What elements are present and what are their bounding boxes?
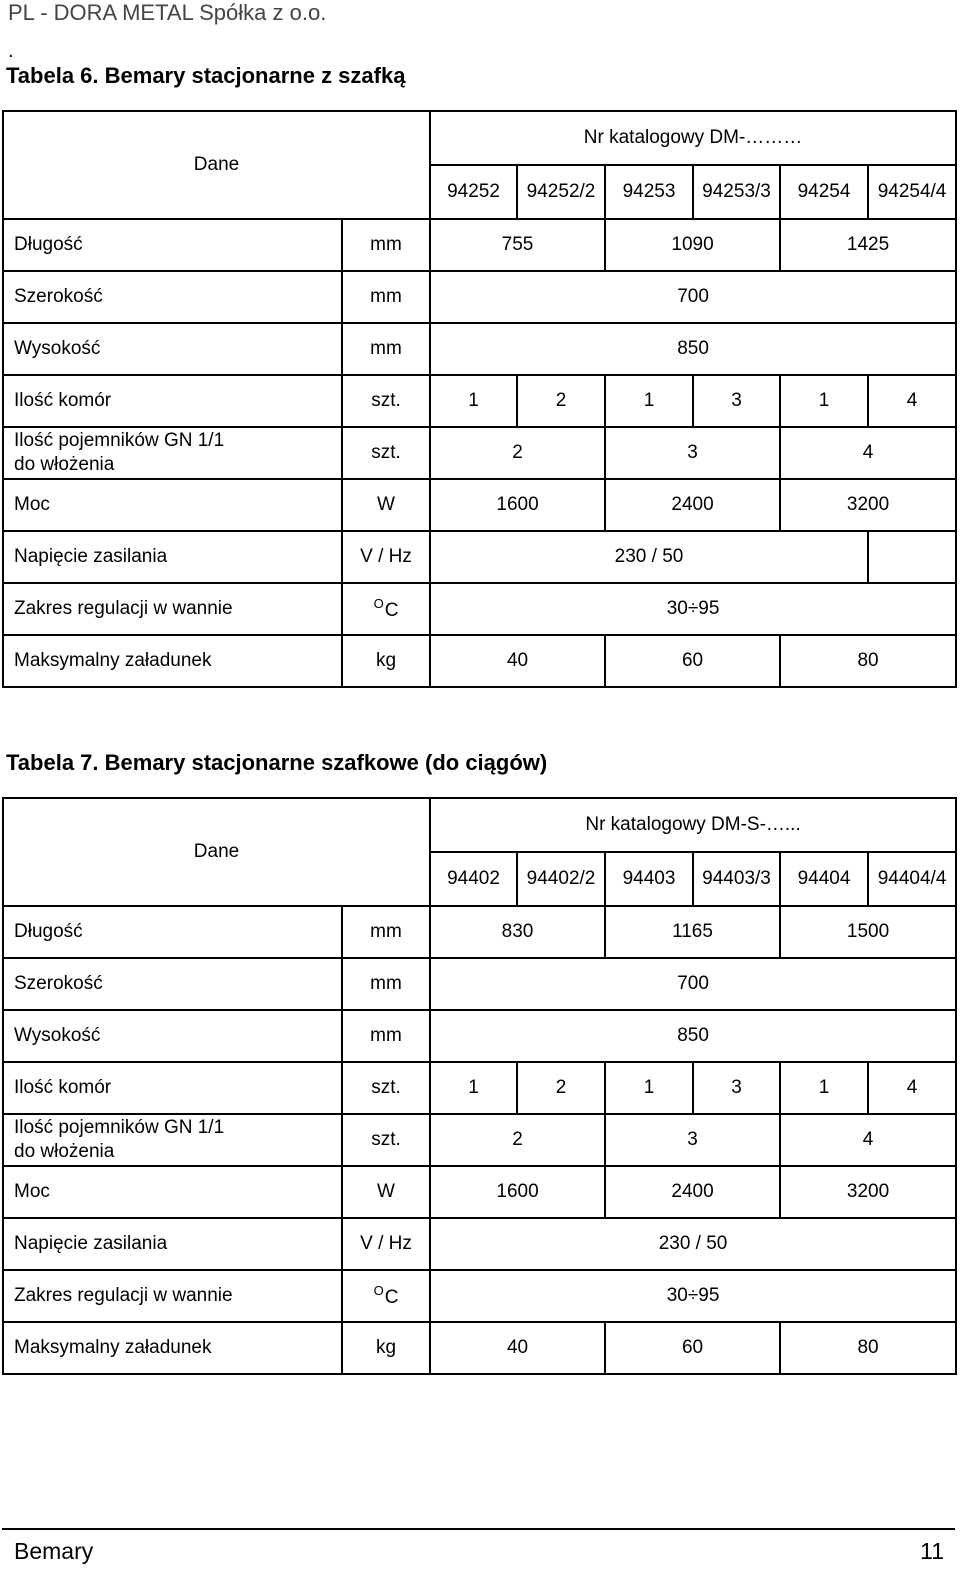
row-unit: V / Hz <box>342 531 430 583</box>
table6 <box>2 110 957 688</box>
cell-value: 3200 <box>780 1166 956 1218</box>
table-row <box>3 531 956 583</box>
table-row <box>3 323 956 375</box>
row-unit: mm <box>342 219 430 271</box>
catalog-code: 94404 <box>780 852 868 906</box>
table7 <box>2 797 957 1375</box>
cell-value: 1090 <box>605 219 780 271</box>
cell-value: 3 <box>693 375 780 427</box>
row-unit <box>342 583 430 635</box>
row-label <box>3 1114 342 1166</box>
row-unit: W <box>342 1166 430 1218</box>
row-label-line1: Ilość pojemników GN 1/1 <box>14 430 225 451</box>
table-row <box>3 1010 956 1062</box>
catalog-code: 94252/2 <box>517 165 605 219</box>
table-row <box>3 375 956 427</box>
row-label-line2: do włożenia <box>14 1141 115 1162</box>
cell-value: 40 <box>430 635 605 687</box>
catalog-code: 94404/4 <box>868 852 956 906</box>
cell-value: 1500 <box>780 906 956 958</box>
table-row <box>3 1218 956 1270</box>
row-unit: szt. <box>342 1062 430 1114</box>
unit-text: C <box>384 600 399 621</box>
table7-title: Tabela 7. Bemary stacjonarne szafkowe (do ciągów) <box>6 750 548 775</box>
row-unit: mm <box>342 958 430 1010</box>
table-row <box>3 479 956 531</box>
table-row <box>3 583 956 635</box>
table6-title: Tabela 6. Bemary stacjonarne z szafką <box>6 63 406 88</box>
catalog-header: Nr katalogowy DM-……… <box>430 111 956 165</box>
catalog-code: 94402/2 <box>517 852 605 906</box>
table-row <box>3 1062 956 1114</box>
row-unit: szt. <box>342 375 430 427</box>
cell-value: 700 <box>430 958 956 1010</box>
row-label-line2: do włożenia <box>14 454 115 475</box>
cell-value: 230 / 50 <box>430 531 868 583</box>
row-unit <box>342 1270 430 1322</box>
row-label: Ilość komór <box>3 1062 342 1114</box>
row-label: Maksymalny załadunek <box>3 635 342 687</box>
row-label: Długość <box>3 219 342 271</box>
row-label: Napięcie zasilania <box>3 531 342 583</box>
cell-value: 4 <box>868 375 956 427</box>
cell-value: 1600 <box>430 479 605 531</box>
row-unit: W <box>342 479 430 531</box>
row-unit: mm <box>342 323 430 375</box>
cell-value: 850 <box>430 323 956 375</box>
cell-value: 2 <box>517 375 605 427</box>
cell-value: 755 <box>430 219 605 271</box>
header-dot: . <box>8 40 14 62</box>
degree-sup: O <box>373 596 384 611</box>
cell-value: 230 / 50 <box>430 1218 956 1270</box>
cell-value: 3 <box>605 1114 780 1166</box>
row-unit: kg <box>342 1322 430 1374</box>
cell-value: 80 <box>780 1322 956 1374</box>
cell-value: 30÷95 <box>430 583 956 635</box>
cell-value: 3200 <box>780 479 956 531</box>
cell-value: 2400 <box>605 1166 780 1218</box>
catalog-code: 94403/3 <box>693 852 780 906</box>
catalog-code: 94252 <box>430 165 517 219</box>
cell-value: 2400 <box>605 479 780 531</box>
catalog-code: 94402 <box>430 852 517 906</box>
cell-value: 2 <box>430 427 605 479</box>
table-row <box>3 906 956 958</box>
row-label: Wysokość <box>3 1010 342 1062</box>
page-number: 11 <box>920 1538 944 1564</box>
cell-value: 850 <box>430 1010 956 1062</box>
row-label: Napięcie zasilania <box>3 1218 342 1270</box>
row-label: Zakres regulacji w wannie <box>3 1270 342 1322</box>
company-header: PL - DORA METAL Spółka z o.o. <box>8 0 327 25</box>
cell-value: 40 <box>430 1322 605 1374</box>
catalog-code: 94254/4 <box>868 165 956 219</box>
cell-value: 1425 <box>780 219 956 271</box>
row-unit: mm <box>342 906 430 958</box>
cell-value: 2 <box>517 1062 605 1114</box>
footer-section-name: Bemary <box>14 1538 94 1564</box>
row-label: Szerokość <box>3 271 342 323</box>
table-row <box>3 1270 956 1322</box>
cell-value: 2 <box>430 1114 605 1166</box>
table-row <box>3 1166 956 1218</box>
cell-value: 4 <box>780 1114 956 1166</box>
cell-value: 4 <box>780 427 956 479</box>
catalog-code: 94403 <box>605 852 693 906</box>
cell-value: 1 <box>430 375 517 427</box>
cell-value: 1 <box>780 1062 868 1114</box>
catalog-code: 94253 <box>605 165 693 219</box>
table-row <box>3 1114 956 1166</box>
row-unit: szt. <box>342 1114 430 1166</box>
dane-header: Dane <box>3 111 430 219</box>
row-label: Ilość komór <box>3 375 342 427</box>
catalog-header: Nr katalogowy DM-S-…... <box>430 798 956 852</box>
table-row <box>3 427 956 479</box>
degree-sup: O <box>373 1283 384 1298</box>
row-label: Długość <box>3 906 342 958</box>
cell-value: 1 <box>605 375 693 427</box>
footer-divider <box>2 1528 955 1530</box>
row-unit: kg <box>342 635 430 687</box>
cell-value: 1 <box>430 1062 517 1114</box>
cell-empty <box>868 531 956 583</box>
row-label <box>3 427 342 479</box>
row-label: Maksymalny załadunek <box>3 1322 342 1374</box>
row-label: Moc <box>3 479 342 531</box>
cell-value: 60 <box>605 1322 780 1374</box>
table-row <box>3 219 956 271</box>
cell-value: 4 <box>868 1062 956 1114</box>
row-unit: V / Hz <box>342 1218 430 1270</box>
unit-text: C <box>384 1287 399 1308</box>
cell-value: 1 <box>605 1062 693 1114</box>
row-label: Szerokość <box>3 958 342 1010</box>
row-label-line1: Ilość pojemników GN 1/1 <box>14 1117 225 1138</box>
table-row <box>3 635 956 687</box>
cell-value: 830 <box>430 906 605 958</box>
row-unit: mm <box>342 1010 430 1062</box>
table-row <box>3 271 956 323</box>
dane-header: Dane <box>3 798 430 906</box>
catalog-code: 94254 <box>780 165 868 219</box>
cell-value: 700 <box>430 271 956 323</box>
row-label: Moc <box>3 1166 342 1218</box>
cell-value: 3 <box>693 1062 780 1114</box>
cell-value: 60 <box>605 635 780 687</box>
row-unit: mm <box>342 271 430 323</box>
cell-value: 30÷95 <box>430 1270 956 1322</box>
row-label: Wysokość <box>3 323 342 375</box>
row-label: Zakres regulacji w wannie <box>3 583 342 635</box>
table-row <box>3 958 956 1010</box>
cell-value: 80 <box>780 635 956 687</box>
catalog-code: 94253/3 <box>693 165 780 219</box>
table-row <box>3 1322 956 1374</box>
cell-value: 1 <box>780 375 868 427</box>
row-unit: szt. <box>342 427 430 479</box>
cell-value: 3 <box>605 427 780 479</box>
cell-value: 1600 <box>430 1166 605 1218</box>
cell-value: 1165 <box>605 906 780 958</box>
